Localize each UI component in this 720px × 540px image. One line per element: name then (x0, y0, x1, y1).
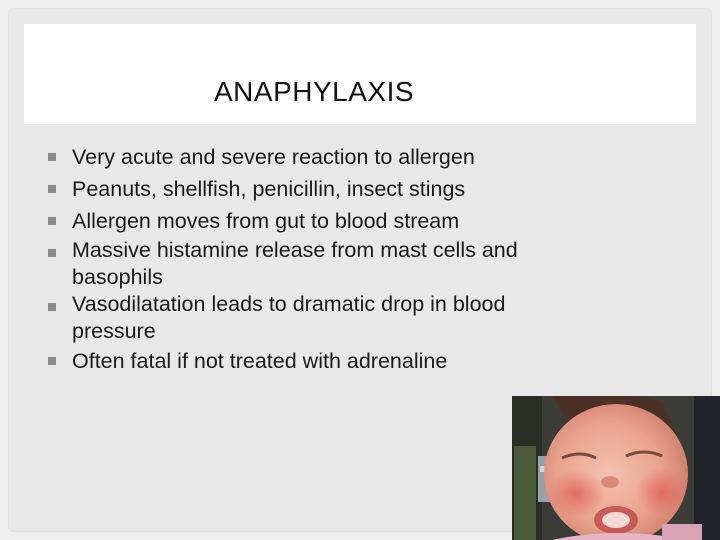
bullet-item (48, 141, 648, 173)
bullet-text: Massive histamine release from mast cells and (72, 238, 518, 262)
bullet-square-icon (48, 357, 56, 365)
bullet-item (48, 345, 648, 377)
bullet-text: Very acute and severe reaction to allergen (72, 145, 475, 169)
bullet-item (48, 205, 648, 237)
bullet-square-icon (48, 303, 56, 311)
bullet-square-icon (48, 153, 56, 161)
bullet-text-continued: basophils (72, 265, 163, 289)
infant-photo (512, 396, 720, 540)
bullet-square-icon (48, 217, 56, 225)
bullet-square-icon (48, 185, 56, 193)
bullet-text: Allergen moves from gut to blood stream (72, 209, 460, 233)
bullet-square-icon (48, 249, 56, 257)
slide-title: ANAPHYLAXIS (214, 76, 415, 107)
bullet-text-continued: pressure (72, 319, 156, 343)
bullet-item (48, 173, 648, 205)
bullet-item (48, 291, 648, 345)
bullet-list (48, 141, 648, 377)
title-box (24, 24, 696, 124)
infant-photo-icon (512, 396, 720, 540)
bullet-item (48, 237, 648, 291)
bullet-text: Often fatal if not treated with adrenaline (72, 349, 448, 373)
bullet-text: Peanuts, shellfish, penicillin, insect stings (72, 177, 466, 201)
bullet-text: Vasodilatation leads to dramatic drop in blood (72, 292, 506, 316)
